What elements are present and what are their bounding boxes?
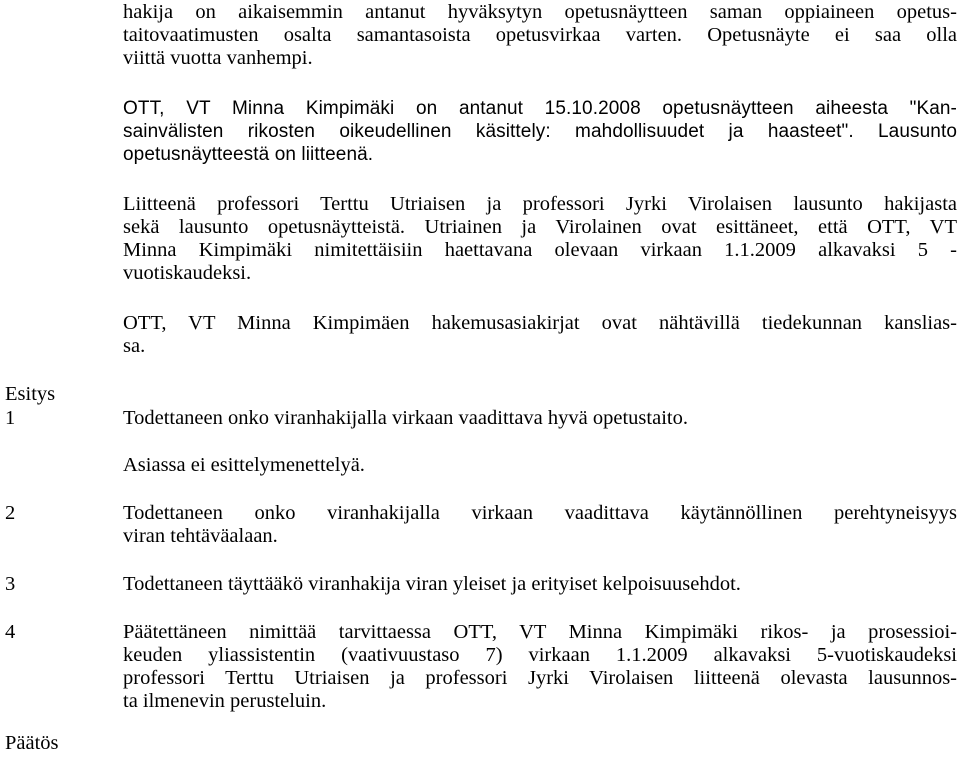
- esitys-item-2: [123, 502, 957, 548]
- text-line: Todettaneen onko viranhakijalla virkaan vaadittava käytännöllinen perehtyneisyys: [123, 502, 957, 524]
- esitys-note: [123, 454, 957, 477]
- item-number: 2: [5, 502, 16, 524]
- esitys-item-1: [123, 407, 957, 430]
- section-label-paatos: Päätös: [5, 732, 59, 754]
- text-line: vuotiskaudeksi.: [123, 262, 252, 284]
- esitys-item-3: [123, 573, 957, 596]
- esitys-item-4: [123, 621, 957, 713]
- text-line: professori Terttu Utriaisen ja professori Jyrki Virolaisen liitteenä olevasta lausunnos-: [123, 667, 957, 689]
- text-line: Todettaneen täyttääkö viranhakija viran yleiset ja erityiset kelpoisuusehdot.: [123, 573, 741, 595]
- section-label-esitys: Esitys: [5, 383, 56, 405]
- text-line: OTT, VT Minna Kimpimäen hakemusasiakirjat ovat nähtävillä tiedekunnan kanslias-: [123, 312, 957, 334]
- text-line: OTT, VT Minna Kimpimäki on antanut 15.10.2008 opetusnäytteen aiheesta "Kan-: [123, 98, 957, 119]
- text-line: Minna Kimpimäki nimitettäisiin haettavana olevaan virkaan 1.1.2009 alkavaksi 5 -: [123, 239, 957, 261]
- text-line: keuden yliassistentin (vaativuustaso 7) virkaan 1.1.2009 alkavaksi 5-vuotiskaudeksi: [123, 644, 957, 666]
- item-number: 4: [5, 621, 16, 643]
- item-number: 1: [5, 407, 16, 429]
- paragraph-statements: [123, 193, 957, 285]
- text-line: Päätettäneen nimittää tarvittaessa OTT, VT Minna Kimpimäki rikos- ja prosessioi-: [123, 621, 957, 643]
- text-line: sekä lausunto opetusnäytteistä. Utriainen ja Virolainen ovat esittäneet, että OTT, VT: [123, 216, 957, 238]
- text-line: sainvälisten rikosten oikeudellinen käsittely: mahdollisuudet ja haasteet". Lausunto: [123, 121, 957, 142]
- paragraph-opetusnayte-requirement: [123, 1, 957, 70]
- text-line: Asiassa ei esittelymenettelyä.: [123, 454, 365, 476]
- text-line: Liitteenä professori Terttu Utriaisen ja professori Jyrki Virolaisen lausunto hakijasta: [123, 193, 957, 215]
- text-line: ta ilmenevin perusteluin.: [123, 690, 327, 712]
- paragraph-application-documents: [123, 312, 957, 358]
- text-line: viittä vuotta vanhempi.: [123, 47, 313, 69]
- text-line: hakija on aikaisemmin antanut hyväksytyn opetusnäytteen saman oppiaineen opetus-: [123, 1, 957, 23]
- text-line: opetusnäytteestä on liitteenä.: [123, 144, 374, 165]
- text-line: viran tehtäväalaan.: [123, 525, 278, 547]
- text-line: Todettaneen onko viranhakijalla virkaan vaadittava hyvä opetustaito.: [123, 407, 688, 429]
- paragraph-opetusnayte-given: [123, 97, 957, 166]
- text-line: taitovaatimusten osalta samantasoista opetusvirkaa varten. Opetusnäyte ei saa olla: [123, 24, 957, 46]
- item-number: 3: [5, 573, 16, 595]
- text-line: sa.: [123, 335, 146, 357]
